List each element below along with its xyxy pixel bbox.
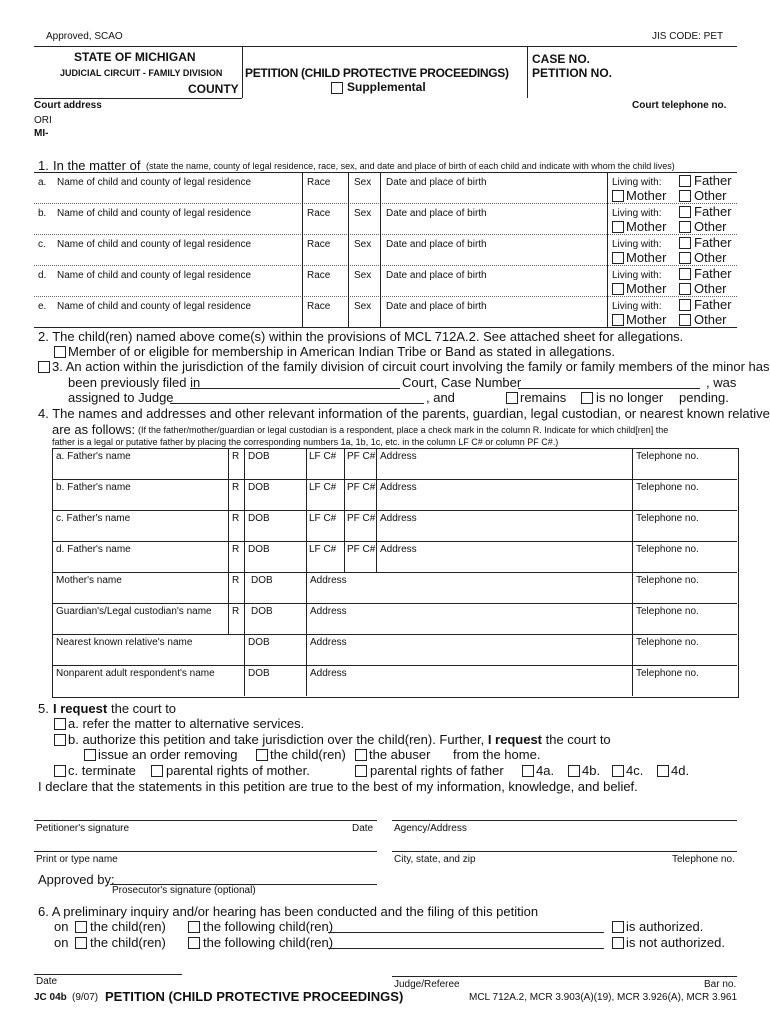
parent-address-label: Address [380, 482, 417, 493]
parent-col-divider [632, 665, 633, 696]
parent-col-divider [632, 510, 633, 541]
approved-scao: Approved, SCAO [46, 31, 123, 42]
parent-telephone-label: Telephone no. [636, 451, 699, 462]
child-col-divider [302, 203, 303, 234]
children-table-bottom [34, 327, 737, 328]
parent-name-label: c. Father's name [56, 513, 131, 524]
child-col-divider [302, 265, 303, 296]
child-race-label: Race [307, 270, 331, 281]
parent-row-rule [52, 665, 737, 666]
judge-signature-field[interactable] [392, 976, 737, 977]
child-col-divider [380, 234, 381, 265]
sec2-text: 2. The child(ren) named above come(s) within the provisions of MCL 712A.2. See attached sheet for allegations. [38, 329, 684, 344]
parent-name-label: Nearest known relative's name [56, 637, 193, 648]
jis-code: JIS CODE: PET [652, 31, 724, 42]
form-number: JC 04b [34, 992, 67, 1003]
living-with-father-label: Father [694, 235, 732, 250]
respondent-checkbox[interactable] [229, 621, 237, 629]
parent-dob-label: DOB [248, 482, 270, 493]
parent-col-divider [306, 665, 307, 696]
is-authorized-label: is authorized. [626, 919, 704, 934]
child-col-divider [607, 296, 608, 327]
child-dob-label: Date and place of birth [386, 301, 487, 312]
child-sex-label: Sex [354, 177, 372, 188]
supplemental-checkbox[interactable] [331, 82, 343, 94]
respondent-checkbox[interactable] [229, 590, 237, 598]
living-with-other-checkbox[interactable] [679, 314, 691, 326]
living-with-other-checkbox[interactable] [679, 221, 691, 233]
child-sex-label: Sex [354, 270, 372, 281]
parent-telephone-label: Telephone no. [636, 513, 699, 524]
parent-col-divider [632, 634, 633, 665]
child-col-divider [302, 296, 303, 327]
prosecutor-signature-label: Prosecutor's signature (optional) [112, 885, 256, 896]
agency-address-label: Agency/Address [394, 823, 467, 834]
parent-col-divider [228, 572, 229, 603]
father-rights-label: parental rights of father [370, 763, 504, 778]
sec6-on-2: on [54, 935, 69, 950]
option-b-text: b. authorize this petition and take jurisdiction over the child(ren). Further, I request the court to [68, 732, 611, 747]
parent-col-divider [376, 541, 377, 572]
living-with-mother-checkbox[interactable] [612, 314, 624, 326]
authorized-children-label: the child(ren) [90, 919, 166, 934]
child-race-label: Race [307, 177, 331, 188]
child-race-label: Race [307, 208, 331, 219]
mother-rights-checkbox[interactable] [151, 765, 163, 777]
lf-child-label: LF C# [309, 513, 337, 524]
respondent-checkbox[interactable] [229, 528, 237, 536]
tribe-checkbox[interactable] [54, 346, 66, 358]
father-rights-checkbox[interactable] [355, 765, 367, 777]
parent-dob-label: DOB [248, 668, 270, 679]
parent-address-label: Address [310, 668, 347, 679]
child-name-label: Name of child and county of legal residence [57, 208, 252, 219]
not-authorized-following-checkbox[interactable] [188, 937, 200, 949]
parent-address-label: Address [310, 637, 347, 648]
child-name-label: Name of child and county of legal residence [57, 177, 252, 188]
respondent-r-label: R [232, 544, 240, 555]
sec3-and: , and [426, 390, 455, 405]
parent-row-rule [52, 603, 737, 604]
living-with-other-label: Other [694, 281, 727, 296]
child-name-label: Name of child and county of legal residence [57, 239, 252, 250]
not-authorized-following-label: the following child(ren) [203, 935, 334, 950]
respondent-r-label: R [232, 451, 240, 462]
parent-row-rule [52, 541, 737, 542]
child-col-divider [348, 172, 349, 203]
child-row-rule [34, 172, 737, 173]
living-with-father-label: Father [694, 173, 732, 188]
is-authorized-checkbox[interactable] [612, 921, 624, 933]
judicial-circuit-label: JUDICIAL CIRCUIT - FAMILY DIVISION [60, 68, 223, 78]
living-with-mother-checkbox[interactable] [612, 252, 624, 264]
living-with-other-label: Other [694, 188, 727, 203]
lf-child-label: LF C# [309, 482, 337, 493]
father-4a-label: 4a. [536, 763, 555, 778]
sec5-rest: the court to [111, 701, 177, 716]
parent-col-divider [344, 479, 345, 510]
state-of-michigan: STATE OF MICHIGAN [74, 50, 196, 64]
parent-col-divider [244, 603, 245, 634]
respondent-r-label: R [232, 606, 240, 617]
child-row-letter: a. [38, 177, 47, 188]
court-telephone-label: Court telephone no. [632, 100, 727, 111]
living-with-father-checkbox[interactable] [679, 206, 691, 218]
form-title: PETITION (CHILD PROTECTIVE PROCEEDINGS) [245, 66, 509, 80]
authorized-following-field[interactable] [328, 932, 604, 933]
parent-col-divider [344, 541, 345, 572]
child-name-label: Name of child and county of legal residence [57, 270, 252, 281]
living-with-label: Living with: [612, 270, 662, 281]
header-top-rule [34, 46, 737, 47]
remove-children-checkbox[interactable] [256, 749, 268, 761]
parent-col-divider [244, 572, 245, 603]
sec3-assigned-label: assigned to Judge [68, 390, 174, 405]
father-4a-checkbox[interactable] [522, 765, 534, 777]
child-race-label: Race [307, 239, 331, 250]
print-name-field[interactable] [34, 851, 377, 852]
is-not-authorized-checkbox[interactable] [612, 937, 624, 949]
parent-telephone-label: Telephone no. [636, 637, 699, 648]
parent-col-divider [376, 479, 377, 510]
child-row-rule [34, 234, 737, 235]
mi-label: MI- [34, 128, 49, 139]
sec5-request: I request [53, 701, 108, 716]
remains-label: remains [520, 390, 567, 405]
child-row-letter: b. [38, 208, 47, 219]
child-row-rule [34, 203, 737, 204]
case-no-label: CASE NO. [532, 52, 591, 66]
respondent-checkbox[interactable] [229, 466, 237, 474]
sec6-on-1: on [54, 919, 69, 934]
header-divider-left [242, 46, 243, 98]
child-col-divider [380, 172, 381, 203]
child-name-label: Name of child and county of legal residence [57, 301, 252, 312]
living-with-father-label: Father [694, 204, 732, 219]
sec3-case-number-label: Court, Case Number [402, 375, 522, 390]
option-c-checkbox[interactable] [54, 765, 66, 777]
parent-col-divider [244, 448, 245, 479]
parent-name-label: d. Father's name [56, 544, 131, 555]
supplemental-label: Supplemental [347, 80, 426, 94]
father-4b-label: 4b. [582, 763, 601, 778]
no-longer-checkbox[interactable] [581, 392, 593, 404]
pending-label: pending. [679, 390, 729, 405]
parent-col-divider [244, 510, 245, 541]
living-with-label: Living with: [612, 177, 662, 188]
parent-col-divider [306, 448, 307, 479]
judge-date-field[interactable] [34, 974, 182, 975]
child-col-divider [302, 172, 303, 203]
petitioner-signature-field[interactable] [34, 820, 377, 821]
option-a-text: a. refer the matter to alternative services. [68, 716, 305, 731]
case-number-field[interactable] [518, 388, 700, 389]
from-home-label: from the home. [453, 747, 541, 762]
not-authorized-following-field[interactable] [328, 948, 604, 949]
parent-col-divider [244, 665, 245, 696]
child-sex-label: Sex [354, 301, 372, 312]
father-4c-checkbox[interactable] [612, 765, 624, 777]
sec3-was: , was [706, 375, 737, 390]
parent-telephone-label: Telephone no. [636, 606, 699, 617]
living-with-mother-label: Mother [626, 219, 667, 234]
living-with-father-label: Father [694, 266, 732, 281]
declaration-text: I declare that the statements in this petition are true to the best of my information, knowledge, and belief. [38, 779, 638, 794]
city-state-zip-field[interactable] [392, 851, 737, 852]
father-4b-checkbox[interactable] [568, 765, 580, 777]
sec1-lead: In the matter of [53, 158, 141, 173]
judge-referee-label: Judge/Referee [394, 979, 460, 990]
lf-child-label: LF C# [309, 451, 337, 462]
living-with-other-checkbox[interactable] [679, 252, 691, 264]
petition-no-label: PETITION NO. [532, 66, 613, 80]
living-with-father-label: Father [694, 297, 732, 312]
living-with-mother-label: Mother [626, 188, 667, 203]
county-rule [34, 98, 242, 99]
petitioner-date-label: Date [352, 823, 374, 834]
sec3-checkbox[interactable] [38, 361, 50, 373]
living-with-other-checkbox[interactable] [679, 283, 691, 295]
remove-children-label: the child(ren) [270, 747, 346, 762]
sec1-instructions: (state the name, county of legal residence, race, sex, and date and place of birth of each child and indicate with whom the child lives) [146, 161, 675, 171]
sec5-number: 5. [38, 701, 49, 716]
parent-dob-label: DOB [248, 637, 270, 648]
no-longer-label: is no longer [596, 390, 664, 405]
parent-dob-label: DOB [251, 575, 273, 586]
child-col-divider [348, 203, 349, 234]
parent-col-divider [632, 572, 633, 603]
parent-address-label: Address [310, 575, 347, 586]
parent-col-divider [306, 541, 307, 572]
remains-checkbox[interactable] [506, 392, 518, 404]
living-with-father-checkbox[interactable] [679, 237, 691, 249]
living-with-other-label: Other [694, 250, 727, 265]
lf-child-label: LF C# [309, 544, 337, 555]
living-with-other-label: Other [694, 312, 727, 327]
child-col-divider [607, 203, 608, 234]
issue-order-checkbox[interactable] [84, 749, 96, 761]
city-state-zip-label: City, state, and zip [394, 854, 476, 865]
parent-col-divider [632, 541, 633, 572]
living-with-mother-checkbox[interactable] [612, 190, 624, 202]
parent-name-label: a. Father's name [56, 451, 131, 462]
remove-abuser-label: the abuser [369, 747, 431, 762]
pf-child-label: PF C# [347, 544, 376, 555]
not-authorized-children-label: the child(ren) [90, 935, 166, 950]
parent-row-rule [52, 479, 737, 480]
form-revision: (9/07) [72, 992, 99, 1003]
sec6-text: 6. A preliminary inquiry and/or hearing has been conducted and the filing of this petition [38, 904, 539, 919]
child-col-divider [607, 234, 608, 265]
parent-col-divider [632, 448, 633, 479]
child-row-rule [34, 296, 737, 297]
living-with-mother-checkbox[interactable] [612, 283, 624, 295]
parent-col-divider [228, 603, 229, 634]
remove-abuser-checkbox[interactable] [355, 749, 367, 761]
petitioner-signature-label: Petitioner's signature [36, 823, 130, 834]
pf-child-label: PF C# [347, 513, 376, 524]
authorized-following-checkbox[interactable] [188, 921, 200, 933]
living-with-father-checkbox[interactable] [679, 299, 691, 311]
county-label: COUNTY [188, 82, 239, 96]
parent-name-label: Nonparent adult respondent's name [56, 668, 215, 679]
is-not-authorized-label: is not authorized. [626, 935, 726, 950]
previously-filed-court-field[interactable] [190, 388, 400, 389]
child-dob-label: Date and place of birth [386, 270, 487, 281]
issue-order-label: issue an order removing [98, 747, 238, 762]
parent-col-divider [228, 510, 229, 541]
living-with-label: Living with: [612, 208, 662, 219]
respondent-r-label: R [232, 513, 240, 524]
court-address-label: Court address [34, 100, 102, 111]
parent-name-label: Mother's name [56, 575, 122, 586]
parent-col-divider [344, 510, 345, 541]
child-sex-label: Sex [354, 239, 372, 250]
header-divider-right [527, 46, 528, 98]
living-with-father-checkbox[interactable] [679, 175, 691, 187]
parent-col-divider [632, 603, 633, 634]
parent-col-divider [244, 541, 245, 572]
living-with-other-checkbox[interactable] [679, 190, 691, 202]
parent-address-label: Address [380, 544, 417, 555]
footer-citations: MCL 712A.2, MCR 3.903(A)(19), MCR 3.926(A), MCR 3.961 [469, 992, 738, 1003]
authorized-children-checkbox[interactable] [75, 921, 87, 933]
parent-col-divider [244, 479, 245, 510]
father-4d-label: 4d. [671, 763, 690, 778]
living-with-label: Living with: [612, 239, 662, 250]
parent-dob-label: DOB [251, 606, 273, 617]
petitioner-telephone-label: Telephone no. [672, 854, 735, 865]
parent-col-divider [344, 448, 345, 479]
not-authorized-children-checkbox[interactable] [75, 937, 87, 949]
assigned-judge-field[interactable] [170, 403, 424, 404]
child-row-letter: c. [38, 239, 46, 250]
parent-address-label: Address [380, 451, 417, 462]
child-row-letter: e. [38, 301, 47, 312]
sec4-line2: are as follows: [52, 422, 136, 437]
living-with-father-checkbox[interactable] [679, 268, 691, 280]
child-dob-label: Date and place of birth [386, 177, 487, 188]
parent-telephone-label: Telephone no. [636, 668, 699, 679]
bar-no-label: Bar no. [704, 979, 737, 990]
parent-col-divider [306, 479, 307, 510]
father-4d-checkbox[interactable] [657, 765, 669, 777]
child-row-rule [34, 265, 737, 266]
living-with-other-label: Other [694, 219, 727, 234]
parent-telephone-label: Telephone no. [636, 544, 699, 555]
child-col-divider [607, 172, 608, 203]
parent-address-label: Address [380, 513, 417, 524]
parent-col-divider [228, 541, 229, 572]
child-col-divider [348, 296, 349, 327]
parent-dob-label: DOB [248, 451, 270, 462]
parent-col-divider [244, 634, 245, 665]
approved-by-label: Approved by: [38, 872, 115, 887]
pf-child-label: PF C# [347, 451, 376, 462]
agency-address-field[interactable] [392, 820, 737, 821]
child-col-divider [348, 265, 349, 296]
child-col-divider [607, 265, 608, 296]
living-with-mother-label: Mother [626, 250, 667, 265]
child-dob-label: Date and place of birth [386, 239, 487, 250]
sec4-instr2: father is a legal or putative father by placing the corresponding numbers 1a, 1b, 1c, etc. in the column LF C# or column PF C#.) [52, 437, 559, 447]
option-a-checkbox[interactable] [54, 718, 66, 730]
parent-col-divider [228, 448, 229, 479]
respondent-checkbox[interactable] [229, 559, 237, 567]
living-with-label: Living with: [612, 301, 662, 312]
parent-row-rule [52, 634, 737, 635]
option-c-text: c. terminate [68, 763, 136, 778]
respondent-checkbox[interactable] [229, 497, 237, 505]
sec1-number: 1. [38, 158, 49, 173]
parent-dob-label: DOB [248, 544, 270, 555]
parent-col-divider [376, 448, 377, 479]
authorized-following-label: the following child(ren) [203, 919, 334, 934]
child-col-divider [380, 203, 381, 234]
parent-col-divider [306, 510, 307, 541]
parent-col-divider [228, 479, 229, 510]
footer-date-label: Date [36, 976, 58, 987]
parent-col-divider [632, 479, 633, 510]
living-with-mother-checkbox[interactable] [612, 221, 624, 233]
child-row-letter: d. [38, 270, 47, 281]
living-with-mother-label: Mother [626, 312, 667, 327]
child-dob-label: Date and place of birth [386, 208, 487, 219]
respondent-r-label: R [232, 482, 240, 493]
parent-telephone-label: Telephone no. [636, 575, 699, 586]
parent-telephone-label: Telephone no. [636, 482, 699, 493]
parent-name-label: Guardian's/Legal custodian's name [56, 606, 212, 617]
print-name-label: Print or type name [36, 854, 118, 865]
mother-rights-label: parental rights of mother. [166, 763, 310, 778]
parent-address-label: Address [310, 606, 347, 617]
parent-dob-label: DOB [248, 513, 270, 524]
child-race-label: Race [307, 301, 331, 312]
parent-row-rule [52, 510, 737, 511]
child-col-divider [380, 296, 381, 327]
living-with-mother-label: Mother [626, 281, 667, 296]
parent-col-divider [306, 603, 307, 634]
parent-name-label: b. Father's name [56, 482, 131, 493]
tribe-text: Member of or eligible for membership in American Indian Tribe or Band as stated in allegations. [68, 344, 616, 359]
sec4-instr1: (If the father/mother/guardian or legal custodian is a respondent, place a check mark in the column R. Indicate for which child[ren] the [138, 425, 669, 435]
child-col-divider [380, 265, 381, 296]
sec3-filed-label: been previously filed in [68, 375, 201, 390]
parent-row-rule [52, 572, 737, 573]
sec4-line1: 4. The names and addresses and other relevant information of the parents, guardian, legal custodian, or nearest known relative [38, 406, 770, 421]
parent-col-divider [376, 510, 377, 541]
ori-label: ORI [34, 115, 52, 126]
footer-title: PETITION (CHILD PROTECTIVE PROCEEDINGS) [105, 989, 404, 1004]
child-col-divider [302, 234, 303, 265]
sec3-line1: 3. An action within the jurisdiction of the family division of circuit court involving the family or family members of the minor has [52, 359, 770, 374]
pf-child-label: PF C# [347, 482, 376, 493]
child-col-divider [348, 234, 349, 265]
option-b-checkbox[interactable] [54, 734, 66, 746]
father-4c-label: 4c. [626, 763, 644, 778]
parent-col-divider [306, 634, 307, 665]
child-sex-label: Sex [354, 208, 372, 219]
respondent-r-label: R [232, 575, 240, 586]
parent-col-divider [306, 572, 307, 603]
